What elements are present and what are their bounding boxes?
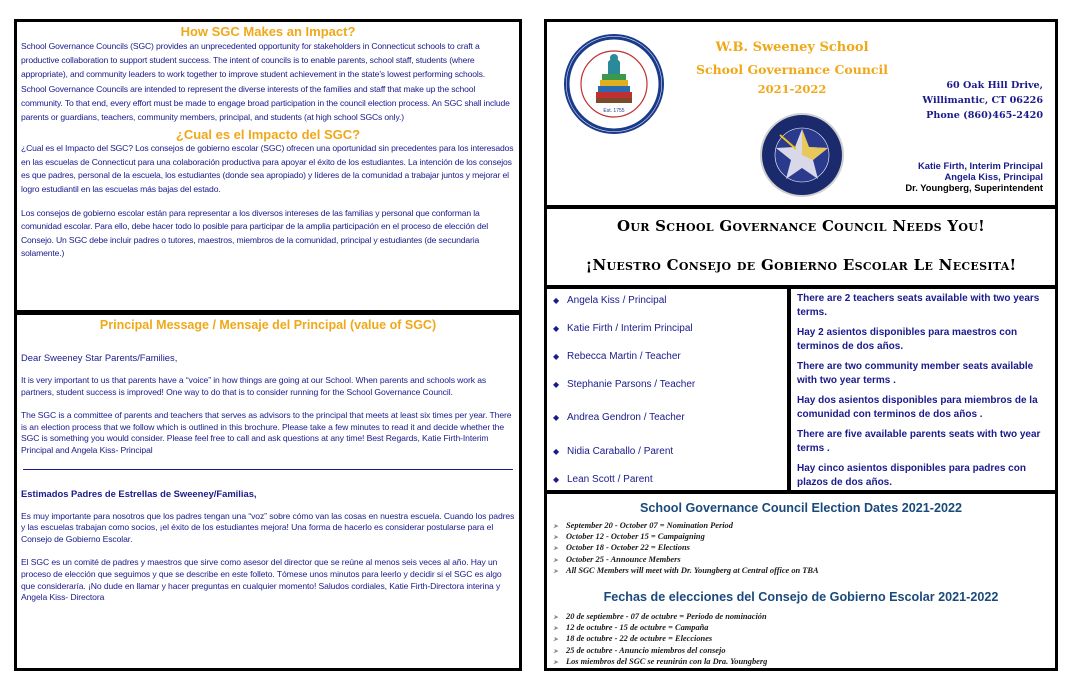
seat-info-community-en: There are two community member seats available with two year terms . — [797, 361, 1034, 386]
arrow-icon: ➤ — [553, 568, 559, 575]
school-address — [922, 78, 1043, 123]
seat-info-parents-es: Hay cinco asientos disponibles para padres con plazos de dos años. — [797, 463, 1026, 488]
seal-est-text: Est. 1755 — [603, 108, 625, 114]
bullet-icon: ◆ — [553, 324, 560, 333]
bullet-icon: ◆ — [553, 380, 560, 389]
phone-number: Phone (860)465-2420 — [926, 110, 1043, 121]
impact-panel — [14, 19, 522, 313]
impact-title-es: ¿Cual es el Impacto del SGC? — [175, 127, 361, 143]
arrow-icon: ➤ — [553, 535, 559, 542]
impact-paragraph-3: ¿Cual es el Impacto del SGC? Los consejos de gobierno escolar (SGC) ofrecen una oportunidad sin precedentes para los interesados en las escuelas de Connecticut para una colaboración productiva para apoyar el éxito de los estudiantes. La intención de los consejos es que padres, personal de la escuela, los estudiantes (donde sea apropiado) y líderes de la comunidad a trabajar juntos y mejorar el logro estudiantil en las escuelas más bajas del estado. — [21, 143, 514, 194]
date-item: ➤ 20 de septiembre - 07 de octubre = Periodo de nominación — [547, 612, 1055, 623]
date-item: ➤ September 20 - October 07 = Nomination Period — [547, 521, 1055, 532]
date-item: ➤ All SGC Members will meet with Dr. Youngberg at Central office on TBA — [547, 566, 1055, 577]
available-seats — [788, 286, 1058, 493]
impact-paragraph-4: Los consejos de gobierno escolar están para representar a los diversos intereses de las familias y personal que conforman la comunidad escolar. Para ello, debe hacer todo lo posible para participar de la amplia participación en el proceso de elección del Consejo. Un SGC debe incluir padres o tutores, maestros, miembros de la comunidad, principal y estudiantes (de secundaria solamente.) — [21, 207, 488, 259]
sweeney-star-logo — [760, 113, 844, 197]
school-name: W.B. Sweeney School — [715, 40, 869, 55]
list-item: ◆ Andrea Gendron / Teacher — [553, 412, 685, 423]
list-item: ◆ Lean Scott / Parent — [553, 474, 653, 485]
seat-info-teachers-en: There are 2 teachers seats available with two years terms. — [797, 293, 1040, 318]
message-es-2: El SGC es un comité de padres y maestros que sirve como asesor del director que se reúne al menos seis veces al año. Hay un proceso de elección que seguimos y que se describe en este folleto. Tómese unos minutos para leerlo y decidir si el SGC es algo que consideraría. ¡No dude en llamar y hacer preguntas en cualquier momento! Saludos cordiales, Katie Firth-Directora interina y Angela Kiss- Directora — [21, 557, 502, 603]
election-dates-panel — [544, 491, 1058, 671]
arrow-icon: ➤ — [553, 546, 559, 553]
date-item: ➤ 25 de octubre - Anuncio miembros del consejo — [547, 646, 1055, 657]
council-name: School Governance Council — [695, 62, 889, 77]
list-item: ◆ Stephanie Parsons / Teacher — [553, 379, 696, 390]
date-item: ➤ Los miembros del SGC se reunirán con la Dra. Youngberg — [547, 657, 1055, 668]
bullet-icon: ◆ — [553, 413, 560, 422]
bullet-icon: ◆ — [553, 475, 560, 484]
message-es-1: Es muy importante para nosotros que los padres tengan una “voz” sobre cómo van las cosas en nuestra escuela. Cuando los padres y las escuelas trabajan como socios, ¡el éxito de los estudiantes mejora! Una forma de hacerlo es considerar postularse para el Consejo de Gobierno Escolar. — [21, 510, 515, 544]
seat-info-teachers-es: Hay 2 asientos disponibles para maestros con terminos de dos años. — [797, 327, 1018, 352]
impact-paragraph-1: School Governance Councils (SGC) provides an unprecedented opportunity for stakeholders in Connecticut schools to craft a productive collaboration to support student success. The intent of councils is to enable parents, school staff, students (where appropriate), and community leaders to work together to improve student achievement in the state’s lowest performing schools. — [21, 41, 486, 80]
needs-you-en: Our School Governance Council Needs You! — [616, 217, 986, 235]
message-en-1: It is very important to us that parents have a “voice” in how things are going at our School. When parents and schools work as partners, student success is improved! One way to do that is to consider running for the School Governance Council. — [21, 375, 487, 397]
staff-principal: Angela Kiss, Principal — [944, 171, 1043, 182]
impact-title: How SGC Makes an Impact? — [180, 24, 356, 39]
date-item: ➤ October 12 - October 15 = Campaigning — [547, 532, 1055, 543]
date-item: ➤ October 18 - October 22 = Elections — [547, 543, 1055, 554]
date-item: ➤ 18 de octubre - 22 de octubre = Elecciones — [547, 634, 1055, 645]
bullet-icon: ◆ — [553, 352, 560, 361]
staff-list — [905, 160, 1043, 193]
date-item: ➤ 12 de octubre - 15 de octubre = Campaña — [547, 623, 1055, 634]
arrow-icon: ➤ — [553, 557, 559, 564]
arrow-icon: ➤ — [553, 626, 559, 633]
council-year: 2021-2022 — [757, 82, 827, 96]
principal-message-panel — [14, 312, 522, 671]
arrow-icon: ➤ — [553, 524, 559, 530]
seat-info-parents-en: There are five available parents seats with two year terms . — [797, 429, 1041, 454]
bullet-icon: ◆ — [553, 296, 560, 305]
list-item: ◆ Nidia Caraballo / Parent — [553, 446, 674, 457]
divider — [23, 469, 513, 470]
dates-title-es: Fechas de elecciones del Consejo de Gobierno Escolar 2021-2022 — [603, 590, 999, 605]
address-line-1: 60 Oak Hill Drive, — [946, 80, 1043, 91]
needs-you-es: ¡Nuestro Consejo de Gobierno Escolar Le Necesita! — [585, 256, 1017, 274]
list-item: ◆ Katie Firth / Interim Principal — [553, 323, 693, 334]
staff-interim-principal: Katie Firth, Interim Principal — [917, 160, 1043, 171]
list-item: ◆ Angela Kiss / Principal — [553, 295, 667, 306]
arrow-icon: ➤ — [553, 659, 559, 666]
seat-info-community-es: Hay dos asientos disponibles para miembros de la comunidad con terminos de dos años . — [797, 395, 1038, 420]
school-header — [544, 19, 1058, 208]
arrow-icon: ➤ — [553, 637, 559, 644]
impact-paragraph-2: School Governance Councils are intended to represent the diverse interests of the families and staff that make up the school community. To that end, every effort must be made to engage broad participation in the council election process. An SGC shall include parents or guardians, teachers, community members, principal, and students (at high school SGCs only.) — [21, 83, 510, 123]
arrow-icon: ➤ — [553, 615, 559, 622]
district-seal-logo — [564, 34, 664, 134]
arrow-icon: ➤ — [553, 648, 559, 655]
council-members-list — [544, 286, 790, 493]
address-line-2: Willimantic, CT 06226 — [922, 95, 1043, 106]
salutation-en: Dear Sweeney Star Parents/Families, — [21, 352, 178, 363]
salutation-es: Estimados Padres de Estrellas de Sweeney/Familias, — [21, 487, 257, 499]
message-en-2: The SGC is a committee of parents and teachers that serves as advisors to the principal that meets at least six times per year. There is an election process that we follow which is outlined in this brochure. Please take a few minutes to read it and decide whether the SGC is something you would consider. Please feel free to call and ask questions at any time! Best Regards, Katie Firth-Interim Principal and Angela Kiss- Principal — [21, 410, 512, 455]
date-item: ➤ October 25 - Announce Members — [547, 555, 1055, 566]
staff-superintendent: Dr. Youngberg, Superintendent — [905, 182, 1043, 193]
principal-title: Principal Message / Mensaje del Principal (value of SGC) — [99, 318, 437, 332]
bullet-icon: ◆ — [553, 447, 560, 456]
dates-title-en: School Governance Council Election Dates 2021-2022 — [640, 501, 962, 515]
needs-you-banner — [544, 206, 1058, 288]
list-item: ◆ Rebecca Martin / Teacher — [553, 351, 681, 362]
